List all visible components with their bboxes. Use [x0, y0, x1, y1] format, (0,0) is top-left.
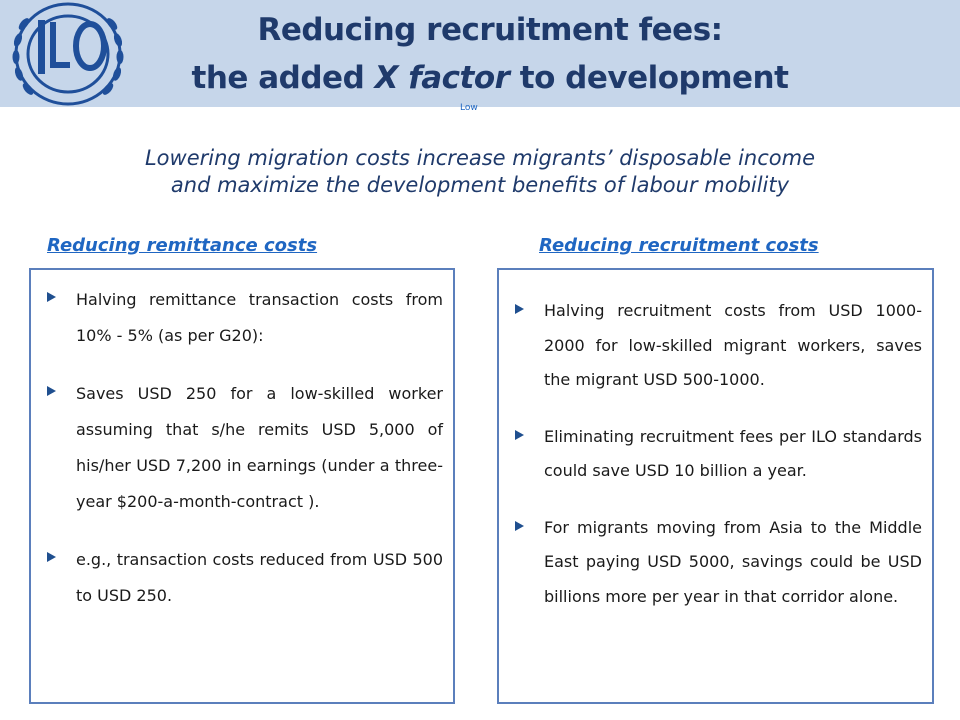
list-item — [39, 542, 443, 614]
bullet-arrow-icon — [515, 304, 524, 314]
list-item — [39, 282, 443, 354]
remittance-panel — [29, 268, 455, 704]
subtitle-line-2: and maximize the development benefits of labour mobility — [170, 173, 790, 197]
list-item — [507, 511, 922, 615]
subtitle-line-1: Lowering migration costs increase migrants’ disposable income — [144, 146, 815, 170]
bullet-arrow-icon — [47, 292, 56, 302]
bullet-arrow-icon — [515, 521, 524, 531]
bullet-text: Eliminating recruitment fees per ILO standards could save USD 10 billion a year. — [544, 426, 922, 480]
bullet-text: e.g., transaction costs reduced from USD 500 to USD 250. — [76, 550, 443, 605]
bullet-arrow-icon — [47, 386, 56, 396]
subtitle — [40, 145, 920, 199]
list-item — [507, 294, 922, 398]
bullet-text: Halving recruitment costs from USD 1000-2000 for low-skilled migrant workers, saves the migrant USD 500-1000. — [544, 301, 922, 389]
page-title — [100, 6, 880, 102]
bullet-text: For migrants moving from Asia to the Middle East paying USD 5000, savings could be USD billions more per year in that corridor alone. — [544, 517, 922, 606]
bullet-arrow-icon — [515, 430, 524, 440]
note-label: Low — [460, 103, 478, 113]
left-column-heading: Reducing remittance costs — [47, 235, 318, 256]
title-line-2: the added X factor to development — [191, 60, 789, 96]
right-column-heading: Reducing recruitment costs — [539, 235, 819, 256]
list-item — [507, 420, 922, 489]
bullet-text: Saves USD 250 for a low-skilled worker assuming that s/he remits USD 5,000 of his/her USD 7,200 in earnings (under a three-year $200-a-month-contract ). — [76, 384, 443, 511]
bullet-arrow-icon — [47, 552, 56, 562]
bullet-text: Halving remittance transaction costs from 10% - 5% (as per G20): — [76, 290, 443, 345]
title-line-1: Reducing recruitment fees: — [257, 12, 723, 48]
title-emphasis: X factor — [374, 60, 510, 96]
list-item — [39, 376, 443, 520]
recruitment-panel — [497, 268, 934, 704]
